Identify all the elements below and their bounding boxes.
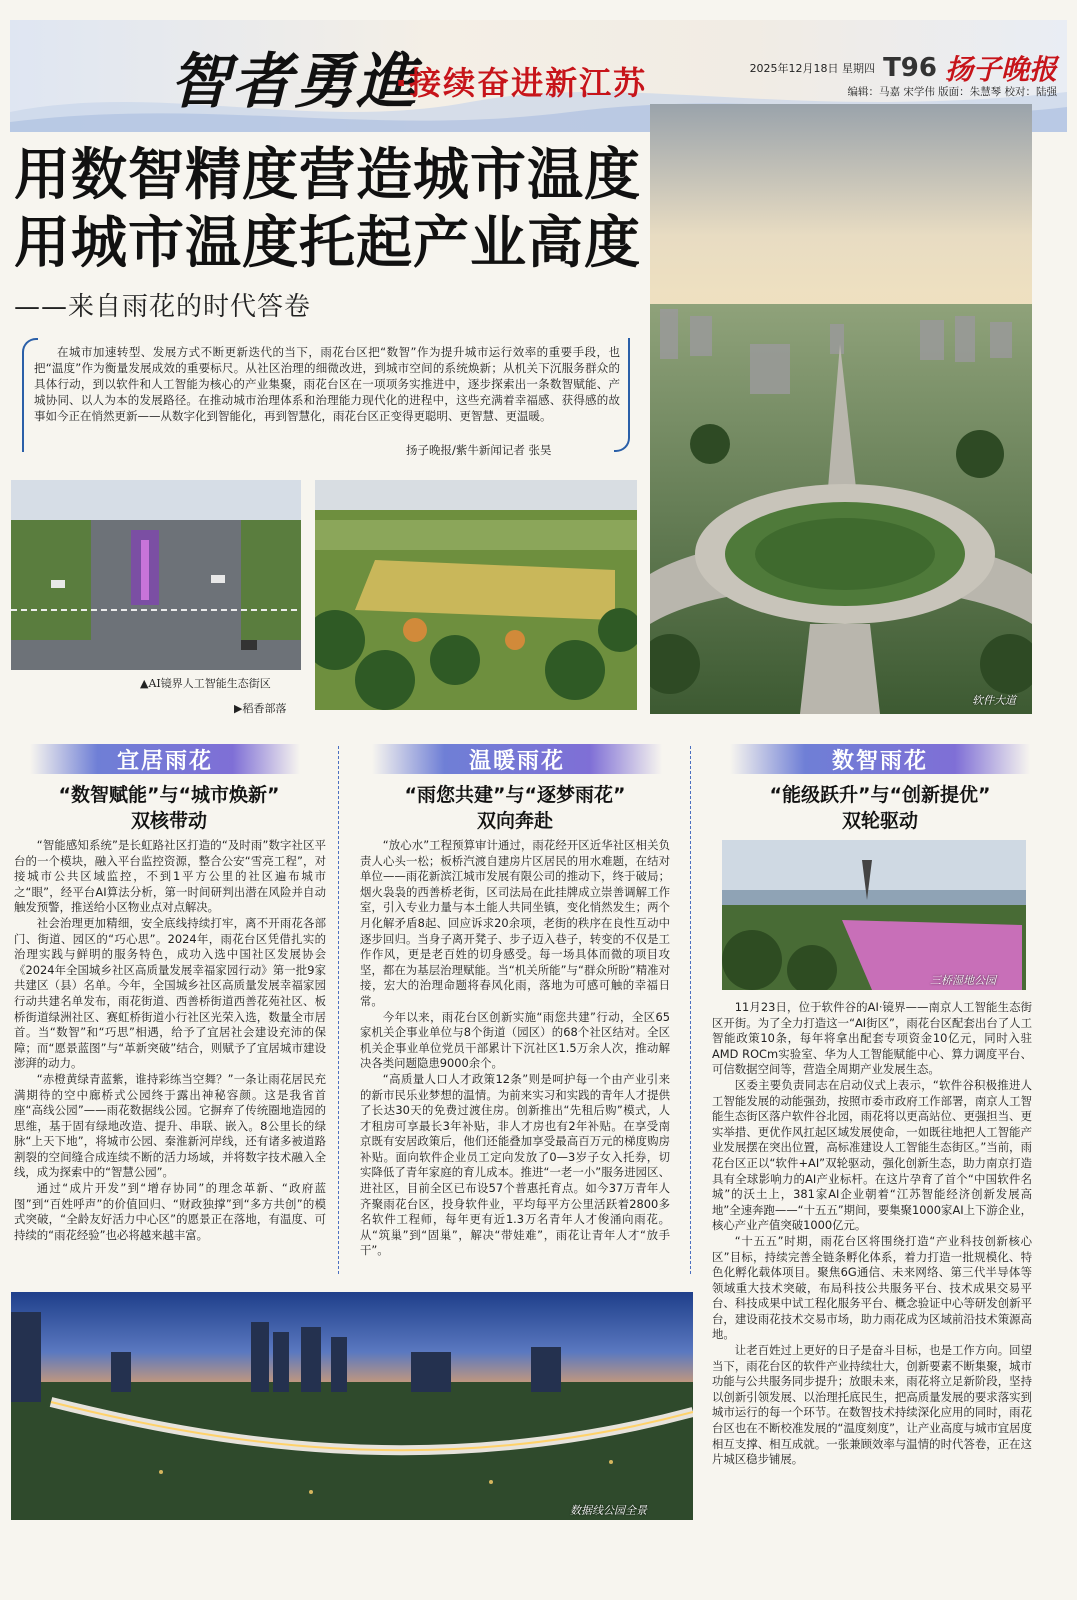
section-title-warm-line2: 双向奔赴 (476, 810, 553, 832)
article-column-digital (712, 1000, 1032, 1468)
subheadline: ——来自雨花的时代答卷 (14, 292, 312, 322)
slogan: ·接续奋进新江苏 (395, 64, 648, 102)
sanqiao-wetland-photo (722, 840, 1026, 990)
section-title-livable-line2: 双核带动 (130, 810, 207, 832)
brand-calligraphy: 智者勇進 (170, 47, 418, 117)
paragraph: 今年以来，雨花台区创新实施“雨您共建”行动，全区65家机关企事业单位与8个街道（园区）的68个社区结对。全区机关企事业单位党员干部累计下沉社区1.5万余人次，推动解决各类问题隐患9000余个。 (360, 1009, 670, 1071)
paragraph: 11月23日，位于软件谷的AI·镜界——南京人工智能生态街区开街。为了全力打造这一“AI街区”，雨花台区配套出台了人工智能政策10条，每年将拿出配套专项资金10亿元，同时入驻AMD ROCm实验室、华为人工智能赋能中心、算力调度平台、可信数据空间等，营造全周期产业发展生态。 (712, 1000, 1032, 1077)
village-photo (315, 480, 637, 710)
section-title-digital-line2: 双轮驱动 (841, 810, 918, 832)
paragraph: 通过“成片开发”到“增存协同”的理念革新、“政府蓝图”到“百姓呼声”的价值回归、“财政独撑”到“多方共创”的模式突破，“全龄友好活力中心区”的愿景正在落地，有温度、可持续的“雨花经验”也必将越来越丰富。 (14, 1181, 326, 1242)
intro-paragraph: 在城市加速转型、发展方式不断更新迭代的当下，雨花台区把“数智”作为提升城市运行效率的重要手段，也把“温度”作为衡量发展成效的重要标尺。从社区治理的细微改进，到城市空间的系统焕新；从机关下沉服务群众的具体行动，到以软件和人工智能为核心的产业集聚，雨花台区在一项项务实推进中，逐步探索出一条数智赋能、产城协同、以人为本的发展路径。在推动城市治理体系和治理能力现代化的进程中，这些充满着幸福感、获得感的故事如今正在悄然更新——从数字化到智能化，再到智慧化，雨花台区正变得更聪明、更智慧、更温暖。 (34, 345, 620, 423)
section-band-livable: 宜居雨花 (30, 744, 300, 774)
issue-date: 2025年12月18日 星期四 (749, 62, 876, 75)
paragraph: “高质量人口人才政策12条”则是呵护每一个由产业引来的新市民乐业梦想的温情。为前来实习和实践的青年人才提供了长达30天的免费过渡住房。创新推出“先租后购”模式，人才租房可享最长3年补贴，非人才房也有2年补贴。在享受南京既有安居政策后，他们还能叠加享受最高百万元的梯度购房补贴。面向软件企业员工定向发放了0—3岁子女入托券，切实降低了青年家庭的育儿成本。推进“一老一小”服务进园区、进社区，目前全区已布设57个普惠托育点。如今37万青年人齐聚雨花台区，投身软件业，平均每平方公里活跃着2800多名软件工程师，每年更有近1.3万名青年人才俊涌向雨花。从“筑巢”到“固巢”，解决“带娃难”，雨花让青年人才“放手干”。 (360, 1071, 670, 1258)
section-title-digital (720, 782, 1040, 834)
article-column-warm (360, 838, 670, 1259)
headline-line-2: 用城市温度托起产业高度 (14, 211, 641, 276)
ai-street-photo (11, 480, 301, 670)
article-column-livable (14, 838, 326, 1243)
greenway-caption: 数据线公园全景 (570, 1504, 647, 1517)
paragraph: 社会治理更加精细，安全底线持续打牢，离不开雨花各部门、街道、园区的“巧心思”。2024年，雨花台区凭借扎实的治理实践与鲜明的服务特色，成功入选中国社区发展协会《2024年全国城乡社区高质量发展幸福家园行动》第一批9家共建区（县）名单。今年，全国城乡社区高质量发展幸福家园行动共建名单发布，雨花街道、西善桥街道西善花苑社区、板桥街道绿洲社区、赛虹桥街道小行社区光荣入选，数量全市居首。当“数智”和“巧思”相遇，给予了宜居社会建设充沛的保障；而“愿景蓝图”与“革新突破”结合，则赋予了宜居城市建设澎湃的动力。 (14, 915, 326, 1071)
column-divider (338, 746, 339, 1274)
headline-line-1: 用数智精度营造城市温度 (14, 143, 641, 208)
byline: 扬子晚报/紫牛新闻记者 张昊 (406, 443, 552, 457)
section-band-warm: 温暖雨花 (372, 744, 662, 774)
section-title-digital-line1: “能级跃升”与“创新提优” (769, 784, 991, 806)
masthead-meta (750, 48, 1057, 99)
paragraph: “放心水”工程预算审计通过，雨花经开区近华社区相关负责人心头一松；板桥汽渡自建房片区居民的用水难题，在结对单位——雨花新滨江城市发展有限公司的推动下，终于破局；烟火袅袅的西善桥老街，区司法局在此挂牌成立崇善调解工作室，引入专业力量与本土能人共同坐镇，变化悄然发生；两个月化解矛盾8起、回应诉求20余项，老街的秩序在良性互动中逐步回归。当身子离开凳子、步子迈入巷子，转变的不仅是工作作风，更是老百姓的切身感受。每一场具体而微的项目攻坚，都在为基层治理赋能。当“机关所能”与“群众所盼”精准对接，宏大的治理命题将春风化雨，落地为可感可触的幸福日常。 (360, 838, 670, 1008)
paragraph: 让老百姓过上更好的日子是奋斗目标，也是工作方向。回望当下，雨花台区的软件产业持续壮大，创新要素不断集聚，城市功能与公共服务同步提升；放眼未来，雨花将立足新阶段，坚持以创新引领发展、以治理托底民生，把高质量发展的要求落实到城市运行的每一个环节。在数智技术持续深化应用的同时，雨花台区也在不断校准发展的“温度刻度”，让产业高度与城市宜居度相互支撑、相互成就。一张兼顾效率与温情的时代答卷，正在这片城区稳步铺展。 (712, 1343, 1032, 1467)
page-number: T96 (883, 53, 937, 83)
section-band-digital: 数智雨花 (730, 744, 1030, 774)
paper-name: 扬子晚报 (944, 53, 1057, 86)
sanqiao-caption: 三桥湿地公园 (930, 974, 996, 987)
editor-credits: 编辑：马嘉 宋学伟 版面：朱慧琴 校对：陆强 (847, 86, 1057, 98)
paragraph: “智能感知系统”是长虹路社区打造的“及时雨”数字社区平台的一个模块，融入平台监控资源，整合公安“雪亮工程”，对接城市公共区域监控，不到1平方公里的社区遍布城市之“眼”，经平台AI算法分析，第一时间研判出潜在风险并自动触发预警，推送给小区物业点对点解决。 (14, 838, 326, 915)
paragraph: 区委主要负责同志在启动仪式上表示，“软件谷积极推进人工智能发展的动能强劲，按照市委市政府工作部署，南京人工智能生态街区落户软件谷北园，雨花将以更高站位、更强担当、更实举措、更优作风扛起区域发展使命，一如既往地把人工智能产业发展摆在突出位置，高标准建设人工智能生态街区。”当前，雨花台区正以“软件+AI”双轮驱动，强化创新生态，助力南京打造具有全球影响力的AI产业标杆。在这片孕育了首个“中国软件名城”的沃土上，381家AI企业朝着“江苏智能经济创新发展高地”全速奔跑——“十五五”期间，要集聚1000家AI上下游企业，核心产业产值突破1000亿元。 (712, 1077, 1032, 1233)
column-divider (690, 746, 691, 1274)
section-title-livable-line1: “数智赋能”与“城市焕新” (58, 784, 280, 806)
paragraph: “赤橙黄绿青蓝紫，谁持彩练当空舞？”一条让雨花居民充满期待的空中廊桥式公园终于露出神秘容颜。这是我省首座“高线公园”——雨花数据线公园。它摒弃了传统圈地造园的思维，基于固有绿地改造、提升、串联、嵌入。8公里长的绿脉“上天下地”，将城市公园、秦淮新河岸线，还有诸多被道路割裂的空间缝合成连续不断的活力场域，并将数字技术融入全线，成为探索中的“智慧公园”。 (14, 1071, 326, 1180)
aerial-roundabout-photo (650, 104, 1032, 714)
ai-street-caption: ▲AI镜界人工智能生态街区 (140, 677, 271, 690)
headline (14, 142, 654, 278)
greenway-panorama-photo (11, 1292, 693, 1520)
village-caption: ▶稻香部落 (234, 702, 287, 715)
software-avenue-caption: 软件大道 (972, 694, 1016, 707)
section-title-livable (14, 782, 324, 834)
section-title-warm-line1: “雨您共建”与“逐梦雨花” (404, 784, 626, 806)
paragraph: “十五五”时期，雨花台区将围绕打造“产业科技创新核心区”目标，持续完善全链条孵化体系，着力打造一批规模化、特色化孵化载体项目。聚焦6G通信、未来网络、第三代半导体等领域重大技术突破，布局科技公共服务平台、技术成果交易平台、科技成果中试工程化服务平台、概念验证中心等研发创新平台，建设雨花技术交易市场，助力雨花成为区域前沿技术策源高地。 (712, 1233, 1032, 1342)
section-title-warm (360, 782, 670, 834)
